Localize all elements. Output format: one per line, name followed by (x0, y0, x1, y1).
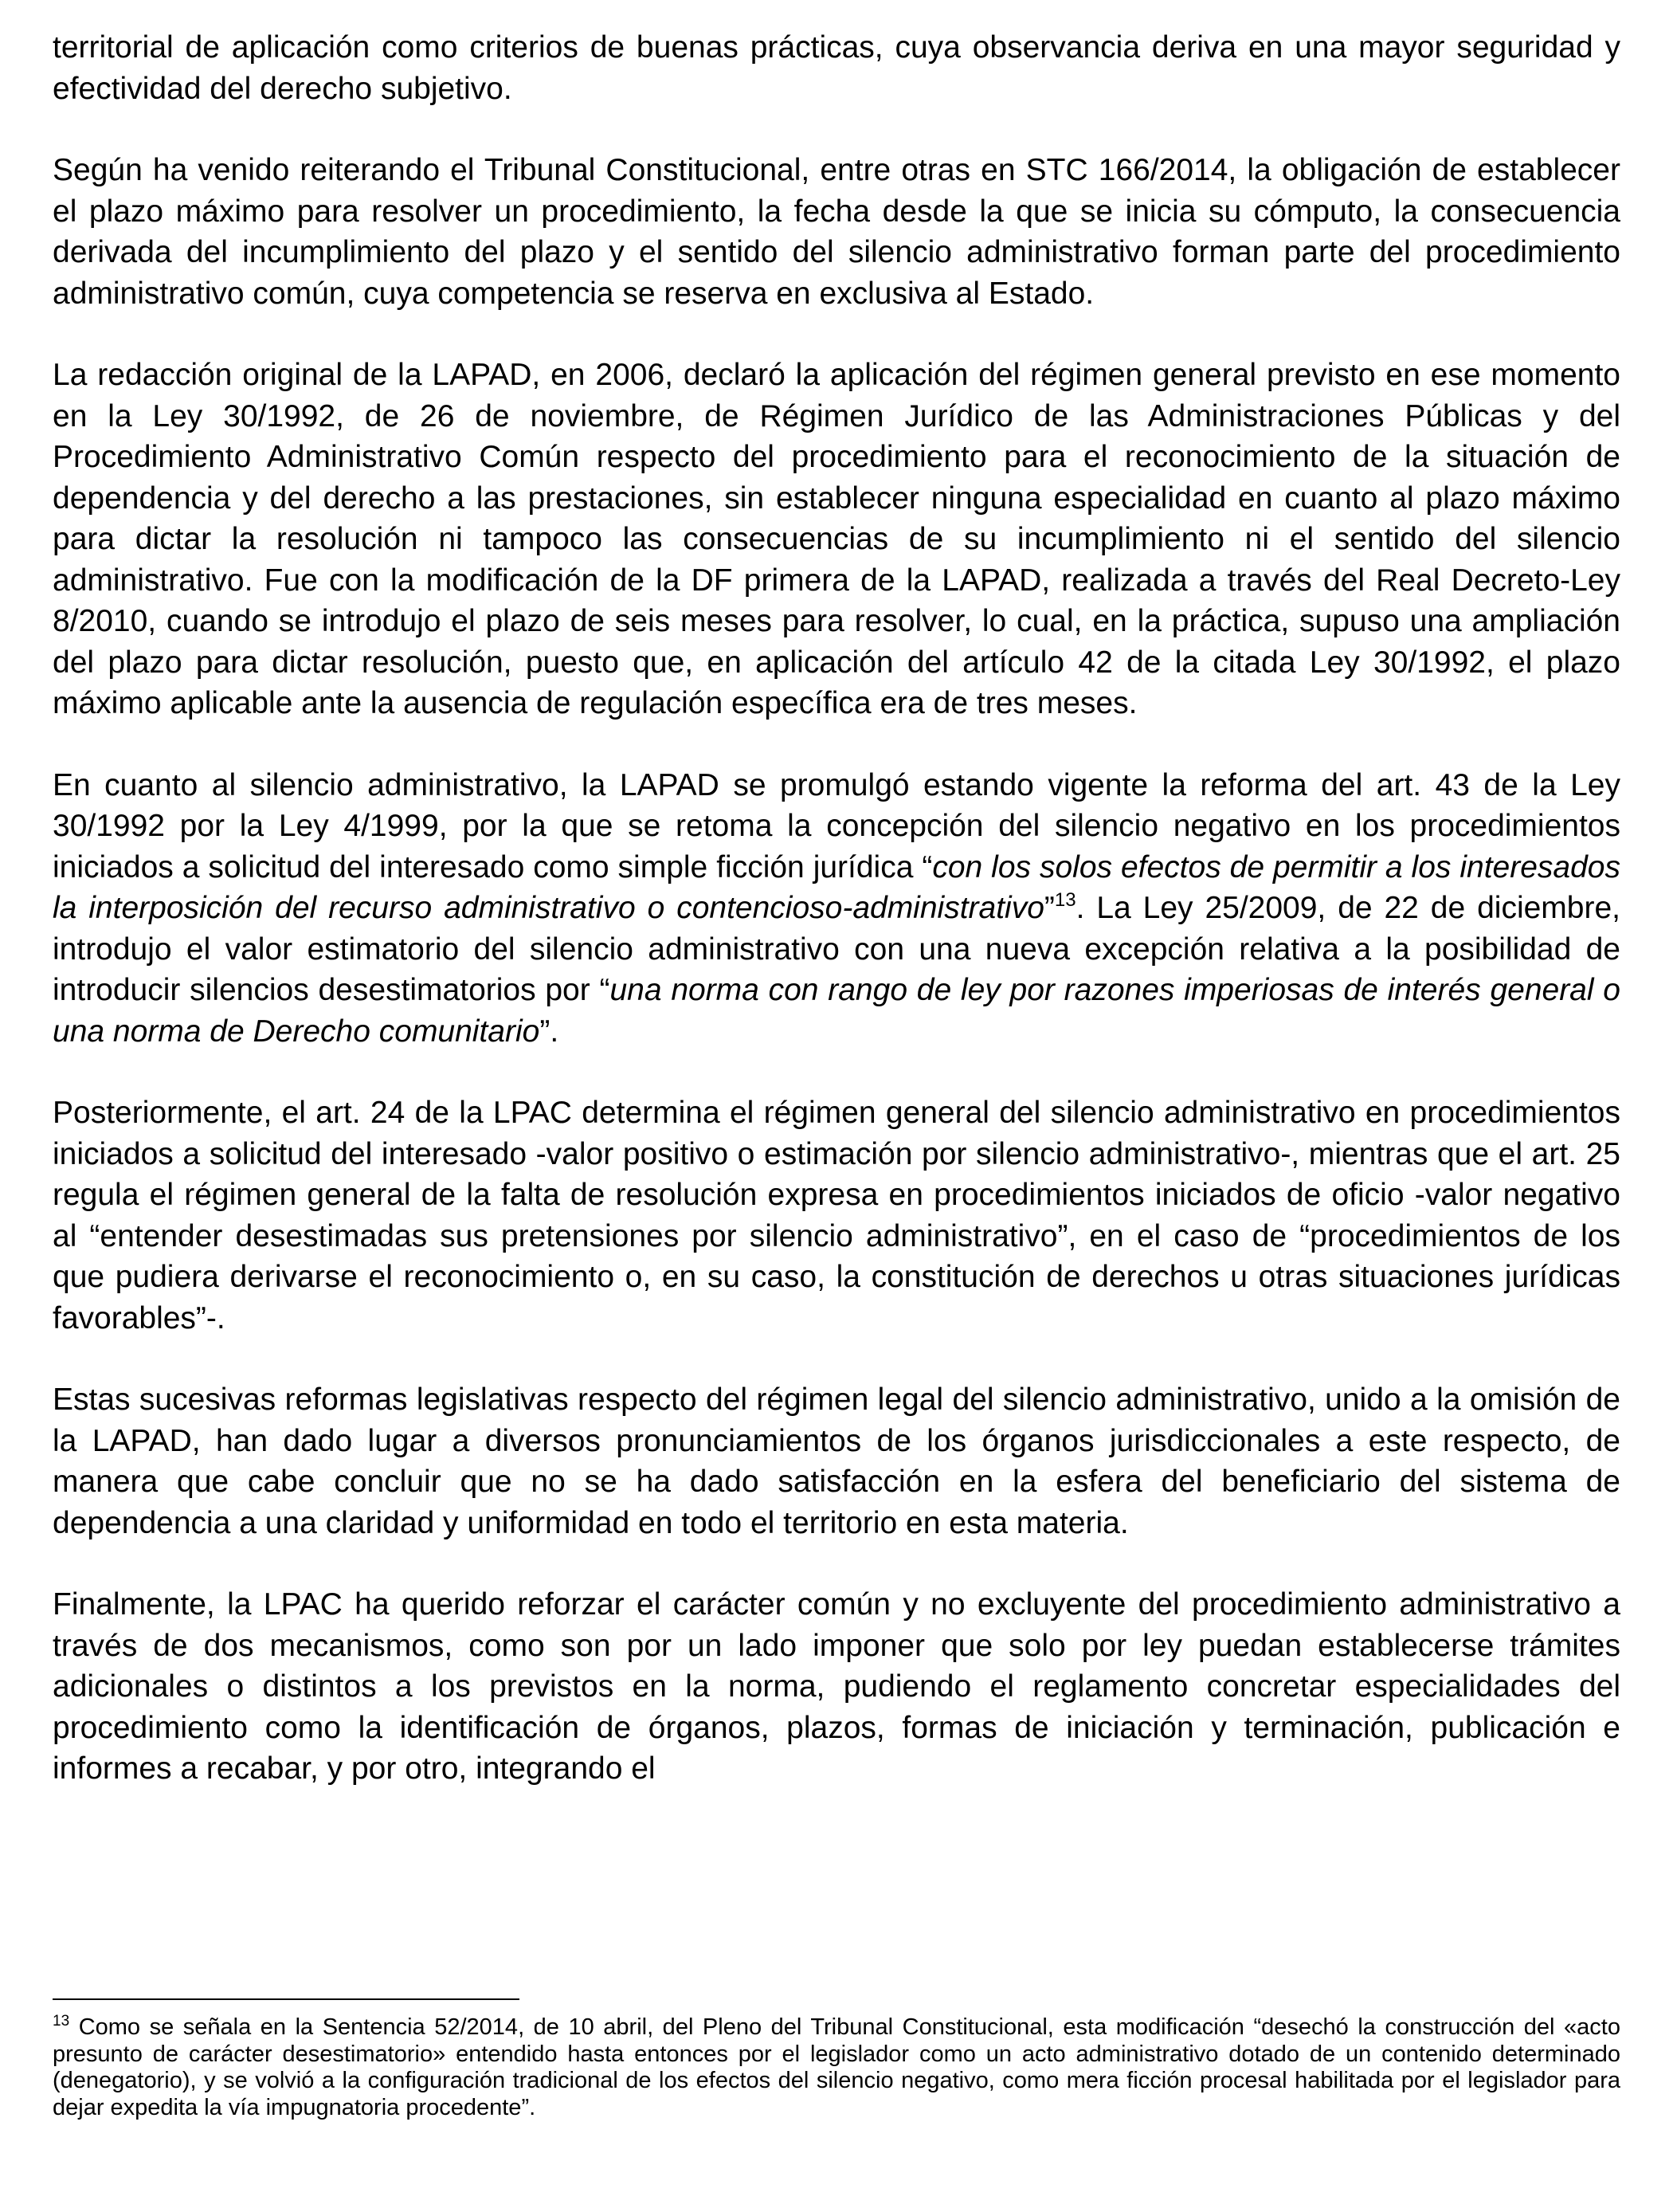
paragraph-text: territorial de aplicación como criterios de buenas prácticas, cuya observancia deriva en una mayor seguridad y efectividad del derecho subjetivo. (53, 30, 1620, 106)
closing-quote: ” (1044, 891, 1055, 925)
paragraph-1 (53, 27, 1620, 109)
closing-quote: ”. (539, 1014, 559, 1049)
paragraph-text: Estas sucesivas reformas legislativas respecto del régimen legal del silencio administrativo, unido a la omisión de la LAPAD, han dado lugar a diversos pronunciamientos de los órganos jurisdiccionales a este respecto, de manera que cabe concluir que no se ha dado satisfacción en la esfera del beneficiario del sistema de dependencia a una claridad y uniformidad en todo el territorio en esta materia. (53, 1382, 1620, 1540)
document-page (53, 27, 1620, 1790)
paragraph-text: Posteriormente, el art. 24 de la LPAC determina el régimen general del silencio administrativo en procedimientos iniciados a solicitud del interesado -valor positivo o estimación por silencio administrativo-, mientras que el art. 25 regula el régimen general de la falta de resolución expresa en procedimientos iniciados de oficio -valor negativo al “entender desestimadas sus pretensiones por silencio administrativo”, en el caso de “procedimientos de los que pudiera derivarse el reconocimiento o, en su caso, la constitución de derechos u otras situaciones jurídicas favorables”-. (53, 1096, 1620, 1335)
paragraph-3 (53, 355, 1620, 724)
paragraph-4 (53, 765, 1620, 1053)
paragraph-text: . La Ley 25/2009, de 22 de diciembre, introdujo el valor estimatorio del silencio administrativo con una nueva excepción relativa a la posibilidad de introducir silencios desestimatorios por “ (53, 891, 1620, 1007)
quoted-italic-text: una norma con rango de ley por razones imperiosas de interés general o una norma de Derecho comunitario (53, 973, 1620, 1049)
footnote (53, 2014, 1620, 2121)
paragraph-text: La redacción original de la LAPAD, en 2006, declaró la aplicación del régimen general previsto en ese momento en la Ley 30/1992, de 26 de noviembre, de Régimen Jurídico de las Administraciones Públicas y del Procedimiento Administrativo Común respecto del procedimiento para el reconocimiento de la situación de dependencia y del derecho a las prestaciones, sin establecer ninguna especialidad en cuanto al plazo máximo para dictar la resolución ni tampoco las consecuencias de su incumplimiento ni el sentido del silencio administrativo. Fue con la modificación de la DF primera de la LAPAD, realizada a través del Real Decreto-Ley 8/2010, cuando se introdujo el plazo de seis meses para resolver, lo cual, en la práctica, supuso una ampliación del plazo para dictar resolución, puesto que, en aplicación del artículo 42 de la citada Ley 30/1992, el plazo máximo aplicable ante la ausencia de regulación específica era de tres meses. (53, 358, 1620, 720)
paragraph-5 (53, 1092, 1620, 1339)
paragraph-text: Según ha venido reiterando el Tribunal Constitucional, entre otras en STC 166/2014, la obligación de establecer el plazo máximo para resolver un procedimiento, la fecha desde la que se inicia su cómputo, la consecuencia derivada del incumplimiento del plazo y el sentido del silencio administrativo forman parte del procedimiento administrativo común, cuya competencia se reserva en exclusiva al Estado. (53, 153, 1620, 311)
paragraph-2 (53, 150, 1620, 314)
footnote-text: Como se señala en la Sentencia 52/2014, de 10 abril, del Pleno del Tribunal Constitucional, esta modificación “desechó la construcción del «acto presunto de carácter desestimatorio» entendido hasta entonces por el legislador como un acto administrativo dotado de un contenido determinado (denegatorio), y se volvió a la configuración tradicional de los efectos del silencio negativo, como mera ficción procesal habilitada por el legislador para dejar expedita la vía impugnatoria procedente”. (53, 2014, 1620, 2120)
footnote-number: 13 (53, 2013, 70, 2030)
paragraph-text: Finalmente, la LPAC ha querido reforzar el carácter común y no excluyente del procedimiento administrativo a través de dos mecanismos, como son por un lado imponer que solo por ley puedan establecerse trámites adicionales o distintos a los previstos en la norma, pudiendo el reglamento concretar especialidades del procedimiento como la identificación de órganos, plazos, formas de iniciación y terminación, publicación e informes a recabar, y por otro, integrando el (53, 1587, 1620, 1786)
paragraph-7 (53, 1584, 1620, 1790)
footnote-reference[interactable]: 13 (1054, 889, 1076, 911)
quoted-italic-text: con los solos efectos de permitir a los interesados la interposición del recurso administrativo o contencioso-administrativo (53, 849, 1620, 925)
paragraph-text: En cuanto al silencio administrativo, la LAPAD se promulgó estando vigente la reforma del art. 43 de la Ley 30/1992 por la Ley 4/1999, por la que se retoma la concepción del silencio negativo en los procedimientos iniciados a solicitud del interesado como simple ficción jurídica “ (53, 767, 1620, 884)
paragraph-6 (53, 1379, 1620, 1543)
footnote-divider (53, 1998, 519, 2000)
